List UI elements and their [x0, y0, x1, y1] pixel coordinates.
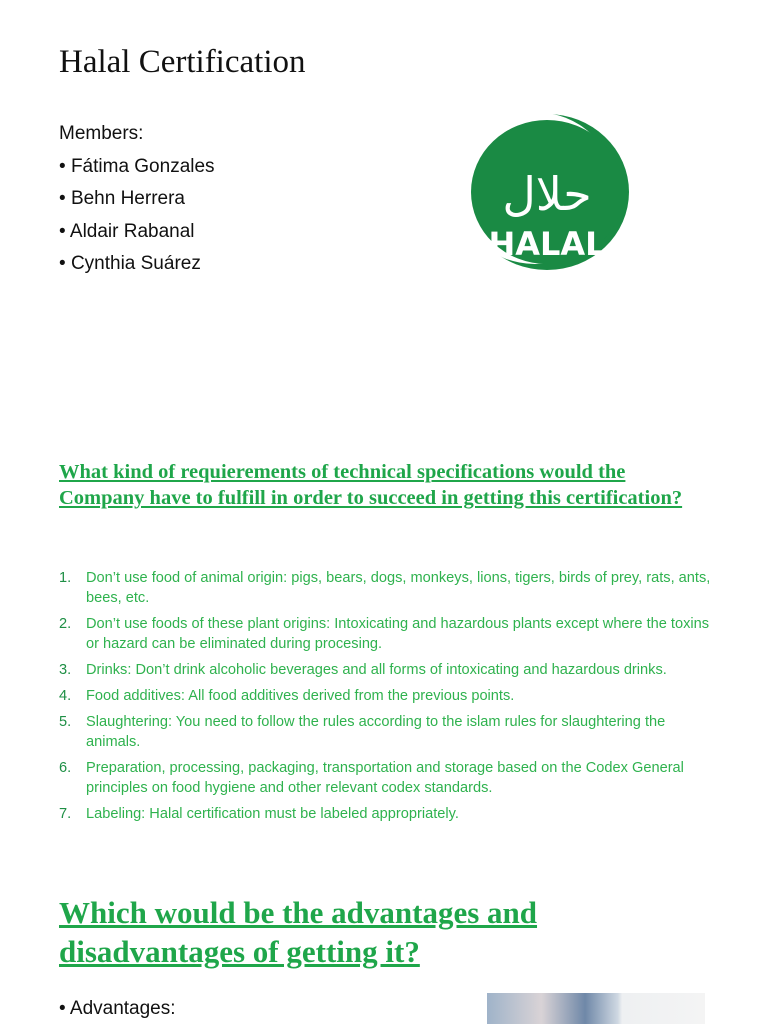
member-item: • Aldair Rabanal [59, 216, 215, 249]
members-list [59, 118, 215, 281]
item-text: Don’t use food of animal origin: pigs, bears, dogs, monkeys, lions, tigers, birds of prey, rats, ants, bees, etc. [86, 570, 711, 606]
item-text: Drinks: Don’t drink alcoholic beverages and all forms of intoxicating and hazardous drinks. [86, 662, 667, 678]
item-number: 1. [59, 570, 72, 586]
member-item: • Cynthia Suárez [59, 248, 215, 281]
item-number: 5. [59, 714, 72, 730]
item-text: Don’t use foods of these plant origins: Intoxicating and hazardous plants except where the toxins or hazard can be eliminated during procesing. [86, 616, 710, 652]
requirement-item [59, 712, 719, 752]
photo-image [487, 993, 705, 1024]
requirements-list [59, 568, 719, 830]
requirement-item [59, 804, 719, 824]
item-text: Preparation, processing, packaging, transportation and storage based on the Codex General principles on food hygiene and other relevant codex standards. [86, 760, 684, 796]
requirement-item [59, 660, 719, 680]
member-item: • Behn Herrera [59, 183, 215, 216]
advantages-label: • Advantages: [59, 998, 176, 1020]
member-item: • Fátima Gonzales [59, 151, 215, 184]
logo-latin-text: HALAL [488, 225, 606, 263]
item-number: 3. [59, 662, 72, 678]
item-number: 4. [59, 688, 72, 704]
halal-logo [455, 110, 635, 275]
requirement-item [59, 614, 719, 654]
page-title: Halal Certification [59, 44, 306, 80]
item-text: Slaughtering: You need to follow the rules according to the islam rules for slaughtering the animals. [86, 714, 666, 750]
item-text: Food additives: All food additives derived from the previous points. [86, 688, 515, 704]
question-heading-advantages: Which would be the advantages and disadvantages of getting it? [59, 895, 538, 969]
question-heading-requirements: What kind of requierements of technical specifications would the Company have to fulfill in order to succeed in getting this certification? [59, 461, 683, 509]
logo-arabic-text: حلال [502, 167, 592, 221]
item-text: Labeling: Halal certification must be labeled appropriately. [86, 806, 459, 822]
item-number: 2. [59, 616, 72, 632]
requirement-item [59, 686, 719, 706]
requirement-item [59, 568, 719, 608]
requirement-item [59, 758, 719, 798]
item-number: 7. [59, 806, 72, 822]
members-label: Members: [59, 123, 144, 144]
item-number: 6. [59, 760, 72, 776]
